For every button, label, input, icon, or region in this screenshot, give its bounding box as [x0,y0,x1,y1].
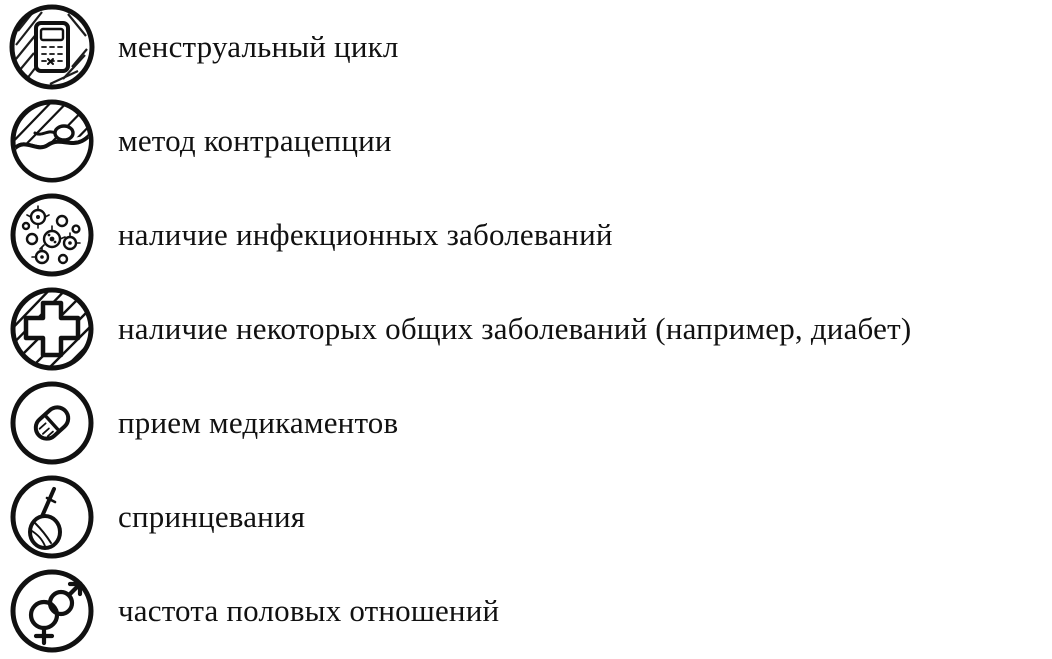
microbes-icon [4,188,100,282]
contraception-icon [4,94,100,188]
list-item-label: частота половых отношений [118,592,500,628]
list-item [0,188,1052,282]
gender-symbols-icon [4,564,100,658]
list-item [0,0,1052,94]
list-item [0,94,1052,188]
list-item [0,376,1052,470]
list-item-label: спринцевания [118,498,306,534]
list-item [0,282,1052,376]
calendar-icon [4,0,100,94]
list-item-label: наличие некоторых общих заболеваний (например, диабет) [118,310,912,346]
medical-cross-icon [4,282,100,376]
pill-capsule-icon [4,376,100,470]
list-item [0,564,1052,658]
list-item [0,470,1052,564]
syringe-douche-icon [4,470,100,564]
list-item-label: наличие инфекционных заболеваний [118,216,613,252]
list-item-label: прием медикаментов [118,404,399,440]
list-item-label: метод контрацепции [118,122,392,158]
list-item-label: менструальный цикл [118,28,399,64]
